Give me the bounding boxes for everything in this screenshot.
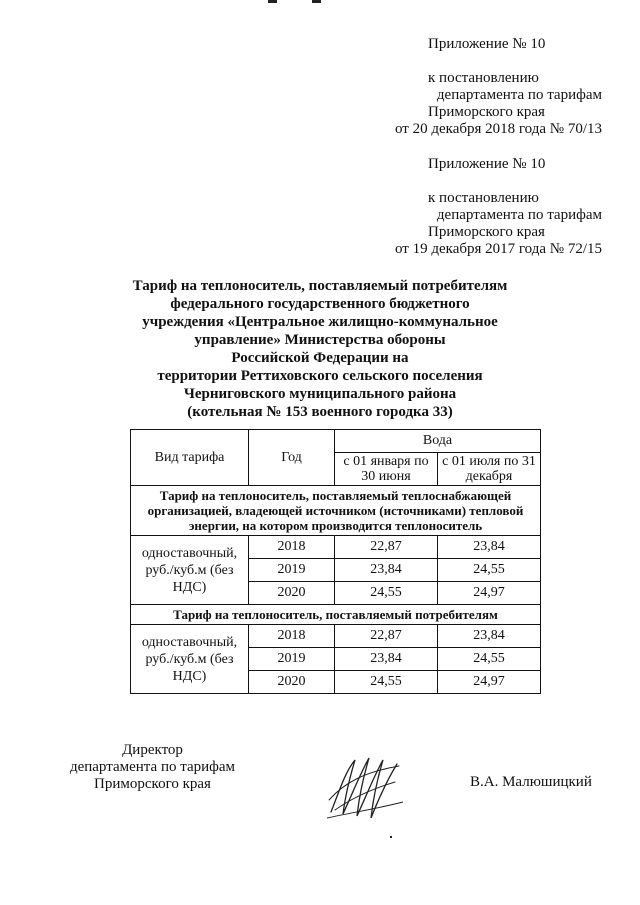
section-title: Тариф на теплоноситель, поставляемый теплоснабжающей организацией, владеющей источником (источниками) тепловой энергии, на котором производится теплоноситель <box>131 486 541 536</box>
signatory-name: В.А. Малюшицкий <box>470 774 592 790</box>
decree-line: департамента по тарифам <box>436 207 602 223</box>
value-cell: 23,84 <box>438 625 541 648</box>
table-row <box>131 536 541 559</box>
appendix-number: Приложение № 10 <box>428 36 546 52</box>
position-line: Директор <box>122 742 183 758</box>
tariff-type-label: одноставочный, руб./куб.м (без НДС) <box>131 625 249 694</box>
position-line: департамента по тарифам <box>69 759 236 775</box>
title-line: Российской Федерации на <box>231 350 409 366</box>
document-title <box>110 277 530 421</box>
value-cell: 23,84 <box>438 536 541 559</box>
title-line: (котельная № 153 военного городка 33) <box>187 404 453 420</box>
decree-line: департамента по тарифам <box>436 87 602 103</box>
column-header-tariff-type: Вид тарифа <box>131 430 249 486</box>
value-cell: 23,84 <box>335 559 438 582</box>
value-cell: 24,55 <box>335 582 438 605</box>
appendix-header-2 <box>360 156 602 258</box>
year-cell: 2019 <box>249 559 335 582</box>
scan-mark-right <box>312 0 321 3</box>
value-cell: 23,84 <box>335 648 438 671</box>
title-line: федерального государственного бюджетного <box>170 296 470 312</box>
value-cell: 22,87 <box>335 625 438 648</box>
year-cell: 2020 <box>249 671 335 694</box>
tariff-type-label: одноставочный, руб./куб.м (без НДС) <box>131 536 249 605</box>
decree-date: от 19 декабря 2017 года № 72/15 <box>394 241 602 257</box>
year-cell: 2018 <box>249 536 335 559</box>
tariff-table <box>130 429 541 694</box>
decree-line: Приморского края <box>428 224 545 240</box>
decree-date: от 20 декабря 2018 года № 70/13 <box>394 121 602 137</box>
column-header-period-2: с 01 июля по 31 декабря <box>438 453 541 486</box>
title-line: учреждения «Центральное жилищно-коммунальное <box>142 314 498 330</box>
handwritten-signature <box>325 752 405 822</box>
value-cell: 24,97 <box>438 671 541 694</box>
section-title: Тариф на теплоноситель, поставляемый потребителям <box>131 605 541 625</box>
column-header-year: Год <box>249 430 335 486</box>
year-cell: 2019 <box>249 648 335 671</box>
appendix-number: Приложение № 10 <box>428 156 546 172</box>
scan-mark-bottom <box>390 836 392 838</box>
position-line: Приморского края <box>94 776 211 792</box>
title-line: территории Реттиховского сельского поселения <box>157 368 483 384</box>
signatory-position <box>55 742 250 793</box>
appendix-header-1 <box>360 36 602 138</box>
value-cell: 22,87 <box>335 536 438 559</box>
title-line: Тариф на теплоноситель, поставляемый потребителям <box>132 278 508 294</box>
title-line: управление» Министерства обороны <box>194 332 446 348</box>
value-cell: 24,55 <box>335 671 438 694</box>
column-header-water: Вода <box>335 430 541 453</box>
table-row <box>131 625 541 648</box>
decree-line: к постановлению <box>428 190 539 206</box>
column-header-period-1: с 01 января по 30 июня <box>335 453 438 486</box>
year-cell: 2018 <box>249 625 335 648</box>
value-cell: 24,55 <box>438 559 541 582</box>
decree-line: Приморского края <box>428 104 545 120</box>
value-cell: 24,55 <box>438 648 541 671</box>
value-cell: 24,97 <box>438 582 541 605</box>
decree-line: к постановлению <box>428 70 539 86</box>
scan-mark-left <box>268 0 277 3</box>
title-line: Черниговского муниципального района <box>183 386 457 402</box>
year-cell: 2020 <box>249 582 335 605</box>
